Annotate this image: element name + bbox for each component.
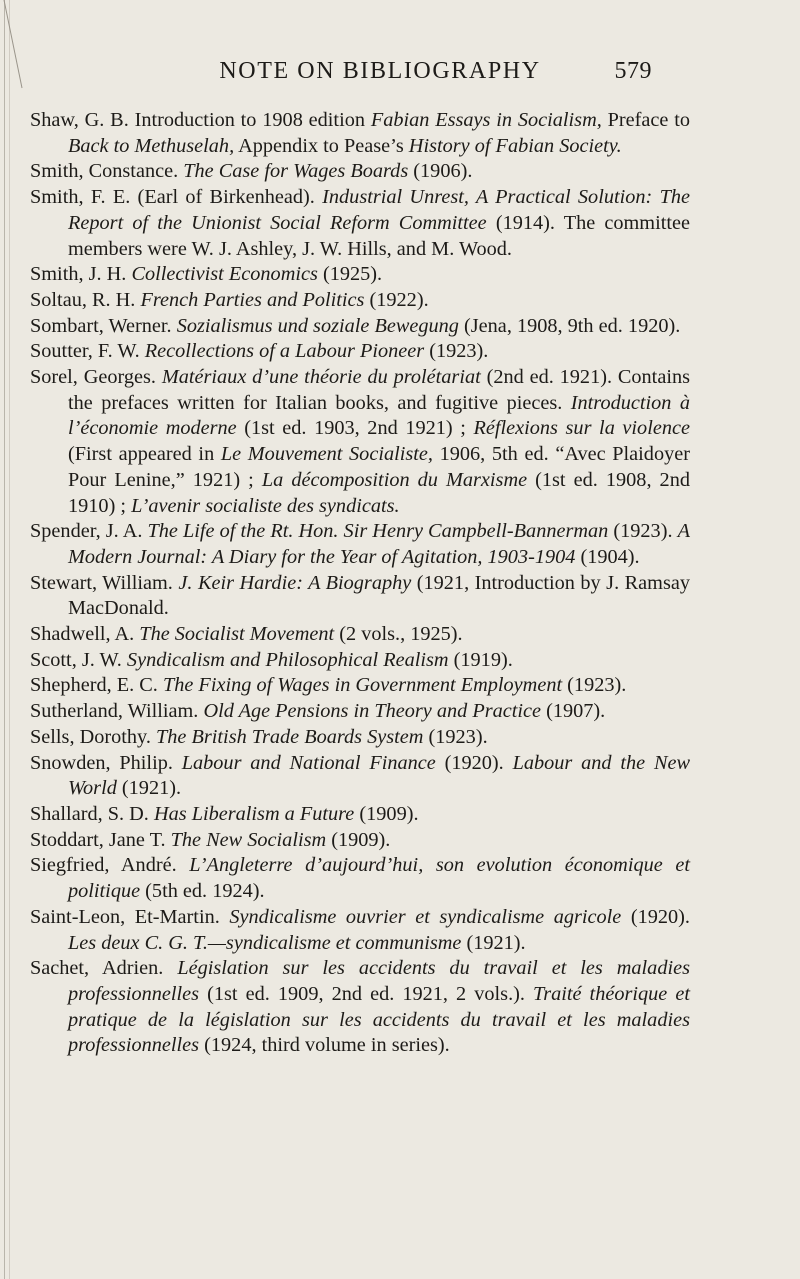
entry-text: (1920). <box>435 751 513 774</box>
entry-title-text: Législation sur les accidents du travail et les maladies professionnelles <box>68 957 690 1005</box>
bibliography-entry <box>30 519 690 570</box>
entry-text: Snowden, Philip. <box>30 751 182 774</box>
page-gutter-edge <box>4 0 5 1279</box>
entry-text: (1914). The committee members were W. J. Ashley, J. W. Hills, and M. Wood. <box>68 211 690 260</box>
entry-text: (1st ed. 1909, 2nd ed. 1921, 2 vols.). <box>199 982 534 1005</box>
entry-title-text: Le Mouvement Socialiste, <box>220 443 433 466</box>
entry-text: (5th ed. 1924). <box>140 880 265 903</box>
entry-text: (1922). <box>364 288 429 311</box>
entry-text: Shadwell, A. <box>30 623 140 646</box>
entry-title-text: Traité théorique et pratique de la législation sur les accidents du travail et les maladies professionnelles <box>68 982 690 1057</box>
entry-title-text: Back to Methuselah, <box>68 134 235 157</box>
bibliography-entry <box>30 185 690 262</box>
bibliography-entry <box>30 802 690 828</box>
entry-text: (1921). <box>461 931 526 954</box>
entry-text: 1906, 5th ed. “Avec Plaidoyer Pour Lenine,” 1921) ; <box>68 443 690 491</box>
page-number: 579 <box>614 58 652 84</box>
entry-text: Sutherland, William. <box>30 700 204 723</box>
bibliography-entry <box>30 905 690 956</box>
entry-text: Saint-Leon, Et-Martin. <box>30 905 230 928</box>
entry-title-text: The Socialist Movement <box>139 623 335 646</box>
entry-title-text: Réflexions sur la violence <box>473 417 690 440</box>
page-header <box>0 58 800 90</box>
entry-text: (1923). <box>608 520 678 543</box>
entry-title-text: Syndicalism and Philosophical Realism <box>126 648 449 671</box>
running-head: NOTE ON BIBLIOGRAPHY <box>219 58 541 84</box>
entry-text: Shepherd, E. C. <box>30 674 163 697</box>
bibliography-entry <box>30 828 690 854</box>
bibliography-entry <box>30 673 690 699</box>
bibliography-entry <box>30 648 690 674</box>
entry-text: Siegfried, André. <box>30 854 190 877</box>
bibliography-entry <box>30 262 690 288</box>
bibliography-entry <box>30 622 690 648</box>
entry-title-text: Collectivist Economics <box>131 263 318 286</box>
entry-title-text: Labour and the New World <box>68 751 690 800</box>
bibliography-entry <box>30 725 690 751</box>
bibliography-entry <box>30 288 690 314</box>
bibliography-entry <box>30 339 690 365</box>
entry-text: Scott, J. W. <box>30 648 127 671</box>
entry-title-text: Syndicalisme ouvrier et syndicalisme agricole <box>229 905 622 928</box>
entry-text: (1920). <box>621 905 690 928</box>
entry-text: (1st ed. 1903, 2nd 1921) ; <box>236 417 474 440</box>
entry-title-text: L’Angleterre d’aujourd’hui, son evolution économique et politique <box>68 854 690 903</box>
entry-text: (1904). <box>575 545 640 568</box>
entry-title-text: Old Age Pensions in Theory and Practice <box>203 700 542 723</box>
entry-text: (1919). <box>448 648 513 671</box>
entry-title-text: Les deux C. G. T.—syndicalisme et communisme <box>68 931 462 954</box>
entry-text: Preface to <box>601 109 690 131</box>
entry-text: (1921, Introduction by J. Ramsay MacDonald. <box>68 571 690 620</box>
entry-text: Sachet, Adrien. <box>30 957 178 980</box>
bibliography-entry <box>30 108 690 159</box>
entry-text: (1st ed. 1908, 2nd 1910) ; <box>68 468 690 517</box>
entry-text: Sombart, Werner. <box>30 314 177 337</box>
entry-text: (First appeared in <box>68 443 221 466</box>
bibliography-entry <box>30 365 690 519</box>
entry-title-text: The New Socialism <box>170 828 327 851</box>
entry-title-text: J. Keir Hardie: A Biography <box>178 571 412 594</box>
entry-text: (2 vols., 1925). <box>334 623 463 646</box>
entry-title-text: Recollections of a Labour Pioneer <box>144 340 425 363</box>
entry-text: (1923). <box>423 725 488 748</box>
entry-text: (1909). <box>354 802 419 825</box>
entry-text: Smith, J. H. <box>30 263 132 286</box>
entry-text: Smith, F. E. (Earl of Birkenhead). <box>30 186 323 209</box>
entry-title-text: Fabian Essays in Socialism, <box>370 109 602 131</box>
bibliography-entry <box>30 314 690 340</box>
bibliography-list <box>30 108 690 1059</box>
entry-title-text: Industrial Unrest, A Practical Solution: The Report of the Unionist Social Reform Committee <box>68 186 690 234</box>
entry-text: Soltau, R. H. <box>30 288 141 311</box>
entry-text: (Jena, 1908, 9th ed. 1920). <box>458 314 681 337</box>
entry-text: Smith, Constance. <box>30 160 184 183</box>
bibliography-entry <box>30 159 690 185</box>
entry-text: (2nd ed. 1921). Contains the prefaces written for Italian books, and fugitive pieces. <box>68 366 690 414</box>
entry-text: (1921). <box>116 777 182 800</box>
bibliography-entry <box>30 751 690 802</box>
entry-text: Soutter, F. W. <box>30 340 145 363</box>
entry-text: Stoddart, Jane T. <box>30 828 171 851</box>
entry-title-text: Matériaux d’une théorie du prolétariat <box>161 366 481 389</box>
entry-text: Sorel, Georges. <box>30 366 162 389</box>
entry-text: (1923). <box>562 674 627 697</box>
bibliography-entry <box>30 853 690 904</box>
entry-title-text: L’avenir socialiste des syndicats. <box>131 494 400 517</box>
entry-text: Shaw, G. B. Introduction to 1908 edition <box>30 109 371 131</box>
entry-title-text: Labour and National Finance <box>181 751 436 774</box>
entry-text: (1923). <box>424 340 489 363</box>
entry-title-text: The Life of the Rt. Hon. Sir Henry Campbell-Bannerman <box>147 520 609 543</box>
entry-title-text: La décomposition du Marxisme <box>261 468 528 491</box>
bibliography-entry <box>30 571 690 622</box>
page-gutter-edge-inner <box>9 0 10 1279</box>
entry-text: (1924, third volume in series). <box>199 1034 450 1057</box>
entry-text: (1907). <box>541 700 606 723</box>
entry-text: Shallard, S. D. <box>30 802 154 825</box>
entry-title-text: The Case for Wages Boards <box>183 160 409 183</box>
entry-title-text: The British Trade Boards System <box>156 725 424 748</box>
entry-title-text: Has Liberalism a Future <box>153 802 355 825</box>
entry-text: Sells, Dorothy. <box>30 725 157 748</box>
bibliography-entry <box>30 699 690 725</box>
entry-text: Spender, J. A. <box>30 520 148 543</box>
entry-text: Appendix to Pease’s <box>234 134 409 157</box>
entry-title-text: The Fixing of Wages in Government Employment <box>162 674 563 697</box>
entry-text: (1906). <box>408 160 473 183</box>
entry-title-text: History of Fabian Society. <box>408 134 622 157</box>
entry-title-text: French Parties and Politics <box>140 288 365 311</box>
entry-title-text: A Modern Journal: A Diary for the Year of Agitation, 1903-1904 <box>68 520 690 568</box>
entry-text: (1925). <box>317 263 383 286</box>
entry-title-text: Introduction à l’économie moderne <box>68 391 690 440</box>
bibliography-entry <box>30 956 690 1059</box>
entry-text: (1909). <box>326 828 391 851</box>
entry-title-text: Sozialismus und soziale Bewegung <box>176 314 459 337</box>
entry-text: Stewart, William. <box>30 571 179 594</box>
